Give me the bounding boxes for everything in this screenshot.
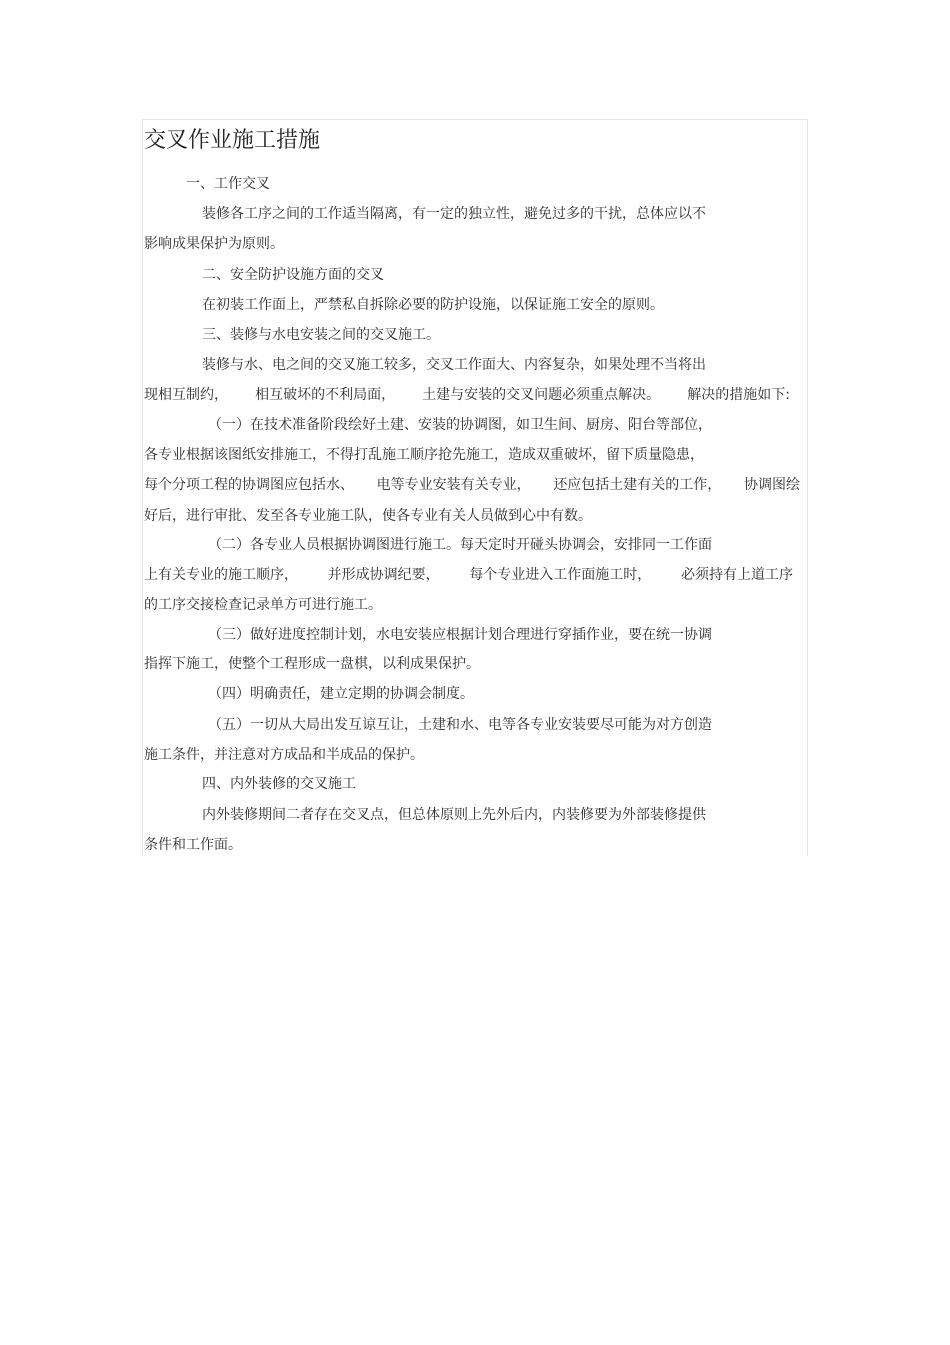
section-heading: 二、安全防护设施方面的交叉 (202, 267, 384, 283)
paragraph-line (144, 385, 790, 405)
paragraph-line: 内外装修期间二者存在交叉点，但总体原则上先外后内，内装修要为外部装修提供 (202, 807, 706, 823)
text-segment: 每个专业进入工作面施工时， (469, 567, 652, 583)
paragraph-line: 在初装工作面上，严禁私自拆除必要的防护设施，以保证施工安全的原则。 (202, 297, 664, 313)
paragraph-line: （一）在技术准备阶段绘好土建、安装的协调图，如卫生间、厨房、阳台等部位， (208, 417, 712, 433)
section-heading: 三、装修与水电安装之间的交叉施工。 (202, 327, 440, 343)
paragraph-line: （四）明确责任，建立定期的协调会制度。 (208, 686, 474, 702)
section-heading: 四、内外装修的交叉施工 (202, 776, 356, 792)
paragraph-line: 影响成果保护为原则。 (144, 236, 284, 252)
paragraph-line (144, 475, 800, 495)
paragraph-line: 施工条件，并注意对方成品和半成品的保护。 (144, 747, 424, 763)
paragraph-line (144, 565, 793, 585)
text-segment: 土建与安装的交叉问题必须重点解决。 (422, 387, 661, 403)
paragraph-line: 的工序交接检查记录单方可进行施工。 (144, 597, 382, 613)
text-segment: 电等专业安装有关专业， (376, 477, 531, 493)
text-segment: 相互破坏的不利局面， (255, 387, 396, 403)
paragraph-line: （二）各专业人员根据协调图进行施工。每天定时开碰头协调会，安排同一工作面 (208, 537, 712, 553)
paragraph-line: 各专业根据该图纸安排施工，不得打乱施工顺序抢先施工，造成双重破坏，留下质量隐患， (144, 447, 704, 463)
text-segment: 还应包括土建有关的工作， (553, 477, 722, 493)
paragraph-line: 条件和工作面。 (144, 837, 242, 853)
paragraph-line: （五）一切从大局出发互谅互让，土建和水、电等各专业安装要尽可能为对方创造 (208, 717, 712, 733)
text-segment: 并形成协调纪要， (327, 567, 440, 583)
paragraph-line: 指挥下施工，使整个工程形成一盘棋，以利成果保护。 (144, 656, 480, 672)
section-heading: 一、工作交叉 (186, 176, 270, 192)
document-title: 交叉作业施工措施 (144, 128, 321, 153)
paragraph-line: （三）做好进度控制计划，水电安装应根据计划合理进行穿插作业，要在统一协调 (208, 627, 712, 643)
paragraph-line: 装修与水、电之间的交叉施工较多，交叉工作面大、内容复杂，如果处理不当将出 (202, 357, 706, 373)
text-segment: 现相互制约， (144, 387, 228, 403)
text-segment: 解决的措施如下: (687, 387, 790, 403)
paragraph-line: 好后，进行审批、发至各专业施工队，使各专业有关人员做到心中有数。 (144, 508, 592, 524)
paragraph-line: 装修各工序之间的工作适当隔离，有一定的独立性，避免过多的干扰，总体应以不 (202, 206, 706, 222)
text-segment: 上有关专业的施工顺序， (144, 567, 298, 583)
text-segment: 必须持有上道工序 (680, 567, 793, 583)
text-segment: 每个分项工程的协调图应包括水、 (144, 477, 354, 493)
text-segment: 协调图绘 (743, 477, 800, 493)
